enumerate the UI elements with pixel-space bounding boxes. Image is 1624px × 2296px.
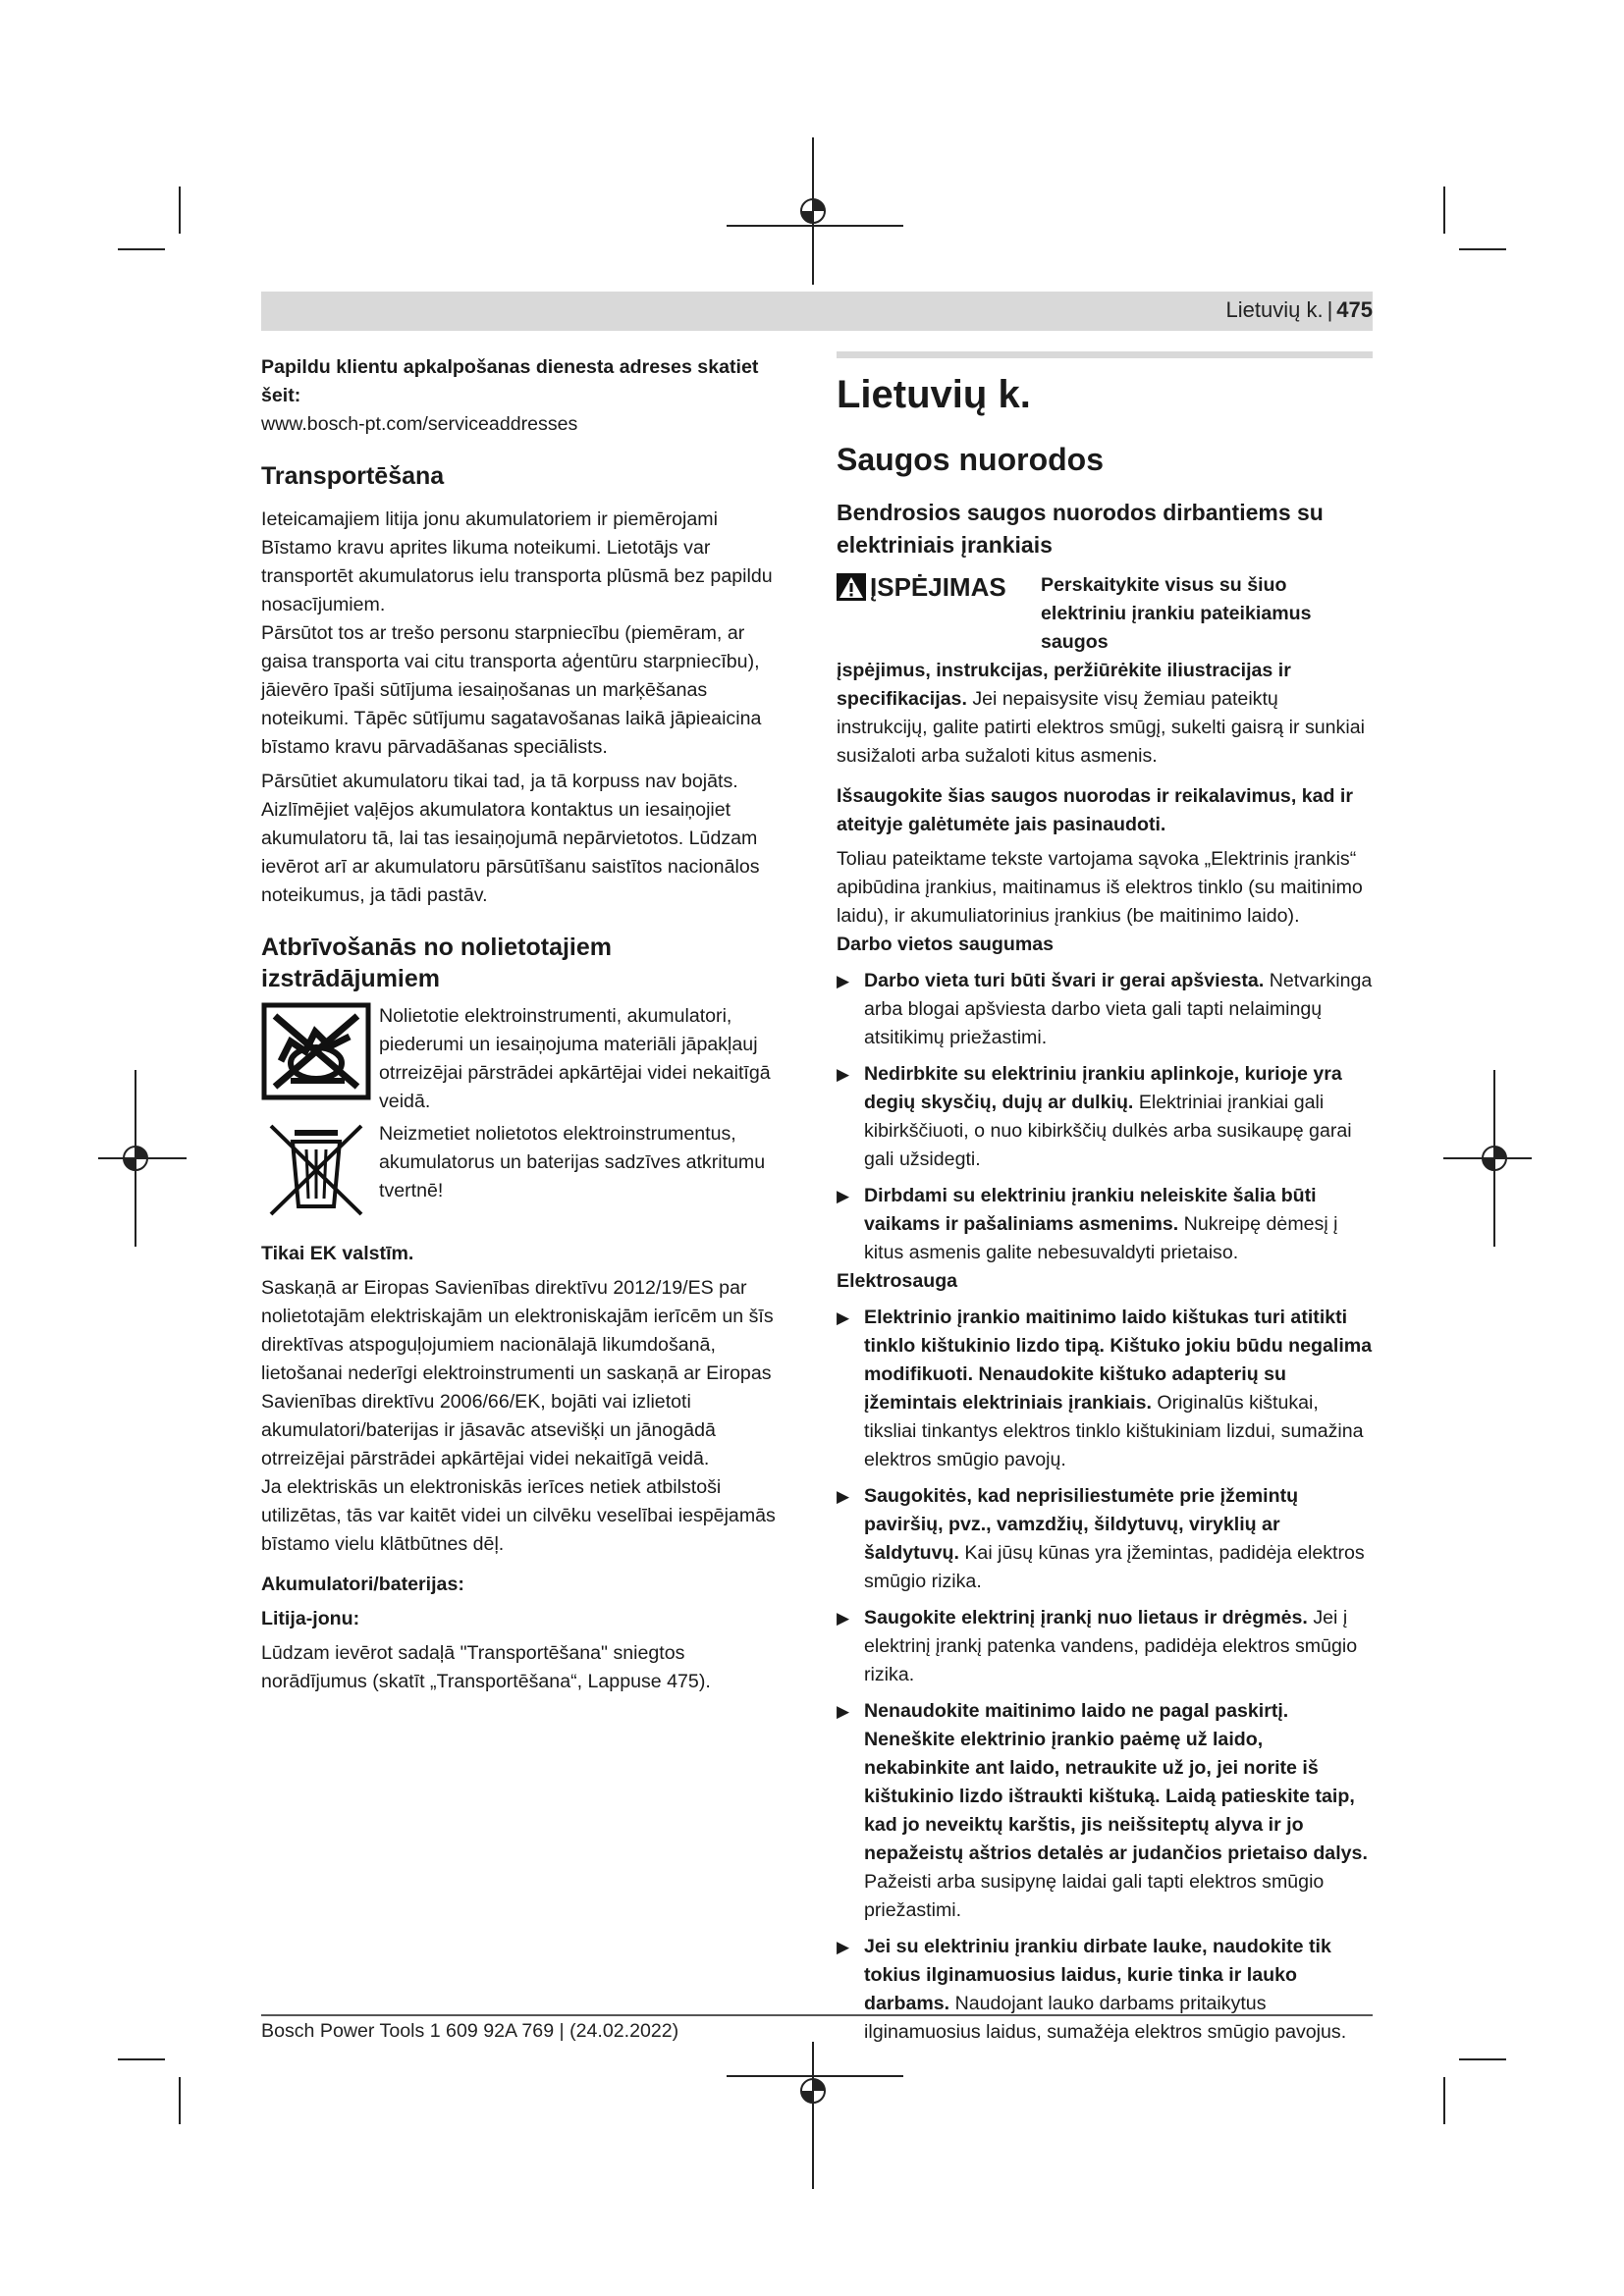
- disposal-text-1: Nolietotie elektroinstrumenti, akumulatori, piederumi un iesaiņojuma materiāli jāpakļauj otrreizējai pārstrādei apkārtējai videi nekaitīgā veidā.: [379, 1005, 771, 1112]
- right-column-rule: [837, 351, 1373, 358]
- batteries-sub: Litija-jonu:: [261, 1608, 360, 1629]
- right-column: [837, 363, 1373, 2047]
- workplace-list: [837, 967, 1373, 1267]
- workplace-title: Darbo vietos saugumas: [837, 934, 1055, 955]
- registration-mark-right: [1443, 1070, 1532, 1247]
- bullet-icon: ▶: [837, 972, 850, 990]
- disposal-item-1: [261, 1002, 791, 1116]
- eu-p2: Ja elektriskās un elektroniskās ierīces netiek atbilstoši utilizētas, tās var kaitēt videi un cilvēku veselībai iespējamās bīstamo vielu klātbūtnes dēļ.: [261, 1476, 776, 1555]
- list-item: ▶ Nedirbkite su elektriniu įrankiu aplinkoje, kurioje yra degių skysčių, dujų ar dulkių. Elektriniai įrankiai gali kibirkščiuoti, o nuo kibirkščių dulkės arba susikaupę garai gali užsidegti.: [837, 1060, 1373, 1174]
- warning-block: [837, 571, 1373, 657]
- transport-p3: Pārsūtiet akumulatoru tikai tad, ja tā korpuss nav bojāts. Aizlīmējiet vaļējos akumulatora kontaktus un iesaiņojiet akumulatoru tā, lai tas iesaiņojumā nepārvietotos. Lūdzam ievērot arī ar akumulatoru pārsūtīšanu saistītos nacionālos noteikumus, ja tādi pastāv.: [261, 771, 760, 906]
- header-bar: [261, 292, 1373, 331]
- recycle-package-icon: [261, 1002, 371, 1100]
- document-title: Lietuvių k.: [837, 373, 1031, 416]
- list-item: ▶ Jei su elektriniu įrankiu dirbate lauke, naudokite tik tokius ilginamuosius laidus, kurie tinka ir lauko darbams. Naudojant lauko darbams pritaikytus ilginamuosius laidus, sumažėja elektros smūgio pavojus.: [837, 1933, 1373, 2047]
- header-separator: |: [1326, 297, 1333, 322]
- list-item: ▶ Darbo vieta turi būti švari ir gerai apšviesta. Netvarkinga arba blogai apšviesta darbo vieta gali tapti nelaimingų atsitikimų priežastimi.: [837, 967, 1373, 1052]
- warning-bold-cont: įspėjimus, instrukcijas, peržiūrėkite iliustracijas ir specifikacijas.: [837, 660, 1291, 710]
- warning-first-line: Perskaitykite visus su šiuo elektriniu įrankiu pateikiamus saugos: [1041, 574, 1312, 653]
- transport-title: Transportēšana: [261, 462, 445, 490]
- left-column: [261, 353, 791, 1696]
- list-item: ▶ Saugokite elektrinį įrankį nuo lietaus ir drėgmės. Jei į elektrinį įrankį patenka vandens, padidėja elektros smūgio rizika.: [837, 1604, 1373, 1689]
- electrical-title: Elektrosauga: [837, 1270, 958, 1292]
- warning-rest: Jei nepaisysite visų žemiau pateiktų instrukcijų, galite patirti elektros smūgį, sukelti gaisrą ir sunkiai susižaloti arba sužaloti kitus asmenis.: [837, 688, 1365, 767]
- section-title: Saugos nuorodos: [837, 442, 1104, 477]
- bullet-icon: ▶: [837, 1187, 850, 1205]
- warning-label: [837, 571, 1041, 603]
- bullet-icon: ▶: [837, 1487, 850, 1506]
- footer-text: Bosch Power Tools 1 609 92A 769 | (24.02.2022): [261, 2020, 679, 2042]
- registration-mark-bottom: [727, 2032, 903, 2189]
- list-item: ▶ Nenaudokite maitinimo laido ne pagal paskirtį. Neneškite elektrinio įrankio paėmę už laido, nekabinkite ant laido, netraukite už jo, jei norite iš kištukinio lizdo ištraukti kištuką. Laidą patieskite taip, kad jo neveiktų karštis, jis neišsiteptų alyva ir jo nepažeistų aštrios detalės ar judančios prietaiso dalys. Pažeisti arba susipynę laidai gali tapti elektros smūgio priežastimi.: [837, 1697, 1373, 1925]
- warning-label-text: ĮSPĖJIMAS: [870, 572, 1006, 602]
- disposal-title: Atbrīvošanās no nolietotajiem izstrādājumiem: [261, 934, 613, 992]
- warning-triangle-icon: [837, 573, 866, 601]
- footer-rule: [261, 2014, 1373, 2016]
- term-definition: Toliau pateiktame tekste vartojama sąvoka „Elektrinis įrankis“ apibūdina įrankius, maitinamus iš elektros tinklo (su maitinimo laidu), ir akumuliatorinius įrankius (be maitinimo laido).: [837, 848, 1363, 927]
- service-heading: Papildu klientu apkalpošanas dienesta adreses skatiet šeit:: [261, 356, 759, 406]
- disposal-text-2: Neizmetiet nolietotos elektroinstrumentus, akumulatorus un baterijas sadzīves atkritumu tvertnē!: [379, 1123, 766, 1201]
- batteries-p1: Lūdzam ievērot sadaļā "Transportēšana" sniegtos norādījumus (skatīt „Transportēšana“, Lappuse 475).: [261, 1642, 711, 1692]
- registration-mark-left: [98, 1070, 187, 1247]
- transport-p1: Ieteicamajiem litija jonu akumulatoriem ir piemērojami Bīstamo kravu aprites likuma noteikumi. Lietotājs var transportēt akumulatorus ielu transporta plūsmā bez papildu nosacījumiem.: [261, 508, 773, 615]
- bullet-icon: ▶: [837, 1702, 850, 1721]
- list-item: ▶ Saugokitės, kad neprisiliestumėte prie įžemintų paviršių, pvz., vamzdžių, šildytuvų, viryklių ar šaldytuvų. Kai jūsų kūnas yra įžemintas, padidėja elektros smūgio rizika.: [837, 1482, 1373, 1596]
- bullet-icon: ▶: [837, 1938, 850, 1956]
- header-section: Lietuvių k.: [1225, 297, 1324, 322]
- subsection-title: Bendrosios saugos nuorodos dirbantiems su elektriniais įrankiais: [837, 500, 1324, 558]
- bullet-icon: ▶: [837, 1065, 850, 1084]
- batteries-heading: Akumulatori/baterijas:: [261, 1574, 464, 1595]
- crossed-bin-icon: [261, 1120, 371, 1218]
- bullet-icon: ▶: [837, 1308, 850, 1327]
- running-header: [1226, 297, 1374, 323]
- bullet-icon: ▶: [837, 1609, 850, 1628]
- disposal-item-2: [261, 1120, 791, 1218]
- eu-p1: Saskaņā ar Eiropas Savienības direktīvu 2012/19/ES par nolietotajām elektriskajām un elektroniskajām ierīcēm un šīs direktīvas atspoguļojumiem nacionālajā likumdošanā, lietošanai nederīgi elektroinstrumenti un saskaņā ar Eiropas Savienības direktīvu 2006/66/EK, bojāti vai izlietoti akumulatori/baterijas ir jāsavāc atsevišķi un jānogādā otrreizējai pārstrādei apkārtējai videi nekaitīgā veidā.: [261, 1277, 774, 1469]
- page-number: 475: [1336, 297, 1373, 322]
- warning-body: [837, 657, 1373, 771]
- list-item: ▶ Elektrinio įrankio maitinimo laido kištukas turi atitikti tinklo kištukinio lizdo tipą. Kištuko jokiu būdu negalima modifikuoti. Nenaudokite kištuko adapterių su įžemintais elektriniais įrankiais. Originalūs kištukai, tiksliai tinkantys elektros tinklo kištukiniam lizdui, sumažina elektros smūgio pavojų.: [837, 1304, 1373, 1474]
- electrical-list: [837, 1304, 1373, 2047]
- keep-instructions: Išsaugokite šias saugos nuorodas ir reikalavimus, kad ir ateityje galėtumėte jais pasinaudoti.: [837, 785, 1353, 835]
- service-url[interactable]: www.bosch-pt.com/serviceaddresses: [261, 413, 578, 435]
- eu-heading: Tikai EK valstīm.: [261, 1243, 414, 1264]
- transport-p2: Pārsūtot tos ar trešo personu starpniecību (piemēram, ar gaisa transporta vai citu transporta aģentūru starpniecību), jāievēro īpaši sūtījuma iesaiņošanas un marķēšanas noteikumi. Tāpēc sūtījumu sagatavošanas laikā jāpieaicina bīstamo kravu pārvadāšanas speciālists.: [261, 622, 762, 758]
- list-item: ▶ Dirbdami su elektriniu įrankiu neleiskite šalia būti vaikams ir pašaliniams asmenims. Nukreipę dėmesį į kitus asmenis galite nebesuvaldyti prietaiso.: [837, 1182, 1373, 1267]
- registration-mark-top: [727, 137, 903, 294]
